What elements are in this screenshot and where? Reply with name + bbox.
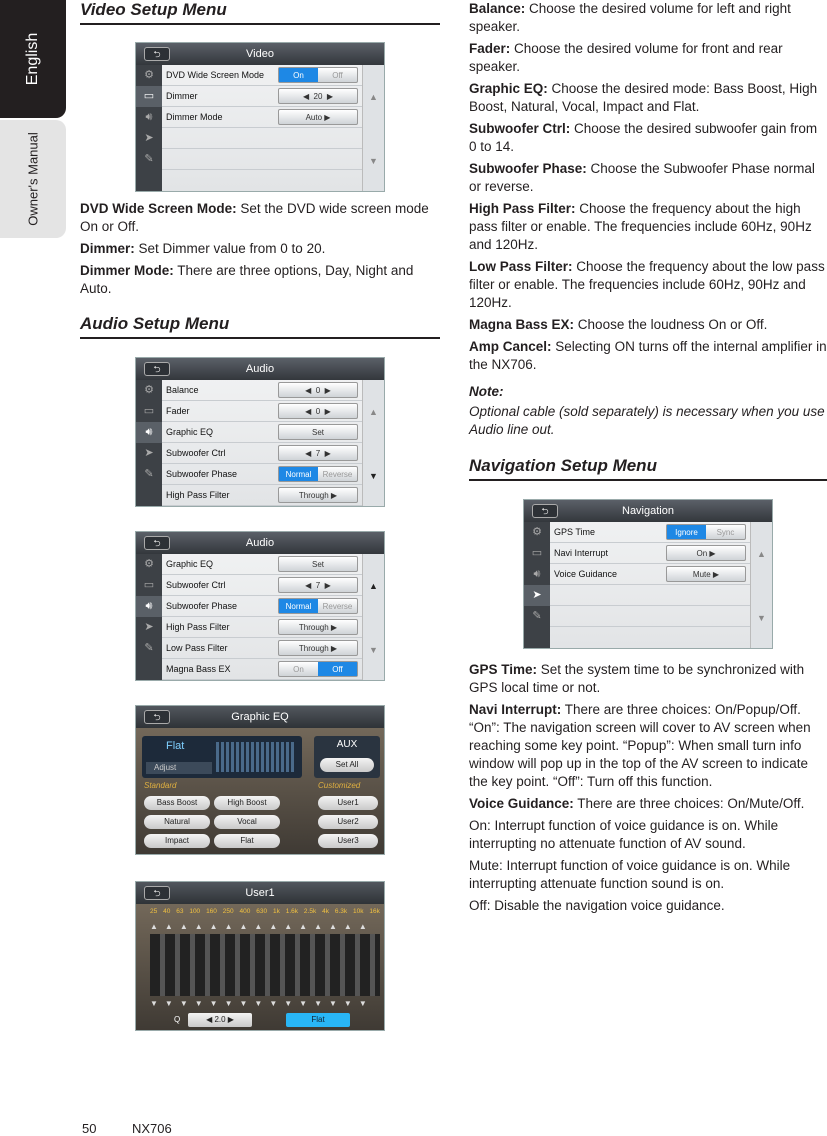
dimmer-mode-value: Auto xyxy=(305,112,323,122)
definition: Balance: Choose the desired volume for left and right speaker. xyxy=(469,1,791,34)
definition: Graphic EQ: Choose the desired mode: Bass Boost, High Boost, Natural, Vocal, Impact and Flat. xyxy=(469,81,818,114)
definition: Dimmer Mode: There are three options, Day, Night and Auto. xyxy=(80,263,414,296)
definition: Subwoofer Ctrl: Choose the desired subwoofer gain from 0 to 14. xyxy=(469,121,818,154)
speaker-icon: 🔊︎ xyxy=(145,111,153,123)
user-preset-button[interactable]: User1 xyxy=(318,796,378,810)
preset-button[interactable]: Flat xyxy=(214,834,280,848)
page-number: 50 xyxy=(82,1121,97,1136)
subwoofer-stepper[interactable]: ◀ 7 ▶ xyxy=(278,445,358,461)
video-icon: ▭ xyxy=(531,547,543,559)
settings-sidebar xyxy=(136,65,162,191)
subwoofer-stepper[interactable]: ◀ 7 ▶ xyxy=(278,577,358,593)
gear-icon: ⚙ xyxy=(144,69,154,81)
audio-screen-title: Audio xyxy=(245,363,275,375)
back-icon: ⮌ xyxy=(144,710,170,724)
audio-definitions xyxy=(469,0,827,374)
preset-button[interactable]: Vocal xyxy=(214,815,280,829)
paragraph: Mute: Interrupt function of voice guidance is on. While interrupting attenuate function sound is on. xyxy=(469,858,791,891)
right-column xyxy=(469,0,827,919)
scroll-up-icon[interactable]: ▲ xyxy=(369,92,378,102)
user1-screen-title: User1 xyxy=(245,887,275,899)
user-preset-button[interactable]: User2 xyxy=(318,815,378,829)
band-label: 1.6k xyxy=(285,908,299,915)
back-icon: ⮌ xyxy=(144,886,170,900)
navigation-icon: ➤ xyxy=(524,585,550,606)
navigation-icon: ➤ xyxy=(144,447,154,459)
band-label: 4k xyxy=(322,908,329,915)
dimmer-mode-select[interactable]: Auto ▶ xyxy=(278,109,358,125)
lpf-select[interactable]: Through ▶ xyxy=(278,640,358,656)
voice-guidance-select[interactable]: Mute ▶ xyxy=(666,566,746,582)
left-column xyxy=(80,0,440,1031)
user1-eq-screenshot xyxy=(135,881,385,1031)
language-tab-label: English xyxy=(24,32,41,86)
scroll-down-icon[interactable]: ▼ xyxy=(369,645,378,655)
navigation-icon: ➤ xyxy=(144,132,154,144)
eq-set-button[interactable]: Set xyxy=(278,424,358,440)
navigation-section-heading: Navigation Setup Menu xyxy=(469,456,827,481)
band-label: 100 xyxy=(189,908,201,915)
back-icon: ⮌ xyxy=(532,504,558,518)
note-text: Optional cable (sold separately) is necessary when you use Audio line out. xyxy=(469,404,825,437)
definition: Low Pass Filter: Choose the frequency about the low pass filter or enable. The frequencies include 60Hz, 90Hz and 120Hz. xyxy=(469,259,825,310)
video-screenshot xyxy=(135,42,385,192)
eq-preset-name: Flat xyxy=(166,740,185,752)
scroll-up-icon[interactable]: ▲ xyxy=(757,549,766,559)
audio-row-label: Subwoofer Phase xyxy=(166,601,238,611)
definition: Dimmer: Set Dimmer value from 0 to 20. xyxy=(80,241,326,256)
video-section-heading: Video Setup Menu xyxy=(80,0,440,25)
manual-tab-label: Owner's Manual xyxy=(25,132,41,226)
audio-row-label: Fader xyxy=(166,406,190,416)
back-icon: ⮌ xyxy=(144,362,170,376)
dimmer-value: 20 xyxy=(313,91,323,101)
dimmer-stepper[interactable]: ◀ 20 ▶ xyxy=(278,88,358,104)
on-toggle[interactable]: On xyxy=(293,664,304,674)
video-icon: ▭ xyxy=(143,405,155,417)
band-labels xyxy=(150,908,380,920)
definition: Amp Cancel: Selecting ON turns off the internal amplifier in the NX706. xyxy=(469,339,827,372)
preset-button[interactable]: High Boost xyxy=(214,796,280,810)
navigation-screenshot xyxy=(523,499,773,649)
band-sliders[interactable] xyxy=(150,934,380,996)
band-label: 25 xyxy=(150,908,158,915)
band-label: 1k xyxy=(273,908,280,915)
balance-stepper[interactable]: ◀ 0 ▶ xyxy=(278,382,358,398)
on-toggle[interactable]: On xyxy=(279,68,318,82)
audio-screen-title: Audio xyxy=(245,537,275,549)
eq-screen-title: Graphic EQ xyxy=(231,711,289,723)
speaker-icon: 🔊︎ xyxy=(533,568,541,580)
nav-screen-title: Navigation xyxy=(622,505,674,517)
gear-icon: ⚙ xyxy=(144,558,154,570)
scroll-down-icon[interactable]: ▼ xyxy=(757,613,766,623)
video-icon: ▭ xyxy=(143,579,155,591)
gear-icon: ⚙ xyxy=(144,384,154,396)
definition: Subwoofer Phase: Choose the Subwoofer Phase normal or reverse. xyxy=(469,161,815,194)
audio-row-label: High Pass Filter xyxy=(166,490,230,500)
nav-row-label: Navi Interrupt xyxy=(554,548,609,558)
audio-row-label: Balance xyxy=(166,385,199,395)
scrollbar[interactable] xyxy=(362,65,384,191)
audio-row-label: Graphic EQ xyxy=(166,427,214,437)
definition: Fader: Choose the desired volume for front and rear speaker. xyxy=(469,41,783,74)
definition: GPS Time: Set the system time to be synchronized with GPS local time or not. xyxy=(469,662,805,695)
paragraph: Off: Disable the navigation voice guidance. xyxy=(469,898,725,913)
wrench-icon: ✎ xyxy=(532,610,542,622)
band-label: 160 xyxy=(206,908,217,915)
eq-set-button[interactable]: Set xyxy=(278,556,358,572)
audio-row-label: Subwoofer Phase xyxy=(166,469,238,479)
standard-label: Standard xyxy=(144,781,177,790)
back-icon: ⮌ xyxy=(144,47,170,61)
nav-row-label: Voice Guidance xyxy=(554,569,618,579)
preset-button[interactable]: Natural xyxy=(144,815,210,829)
speaker-icon: 🔊︎ xyxy=(136,422,162,443)
audio-row-label: Graphic EQ xyxy=(166,559,214,569)
band-up-arrows[interactable]: ▲▲▲▲▲▲▲▲▲▲▲▲▲▲▲ xyxy=(150,922,374,931)
audio-row-label: Subwoofer Ctrl xyxy=(166,580,226,590)
scrollbar[interactable] xyxy=(362,554,384,680)
model-name: NX706 xyxy=(132,1121,172,1136)
manual-tab xyxy=(0,120,66,238)
scroll-down-icon[interactable]: ▼ xyxy=(369,156,378,166)
definition: DVD Wide Screen Mode: Set the DVD wide screen mode On or Off. xyxy=(80,201,429,234)
hpf-select[interactable]: Through ▶ xyxy=(278,487,358,503)
band-label: 6.3k xyxy=(334,908,348,915)
sync-toggle[interactable]: Sync xyxy=(716,527,735,537)
ignore-toggle[interactable]: Ignore xyxy=(667,525,706,539)
navigation-icon: ➤ xyxy=(144,621,154,633)
audio-row-label: High Pass Filter xyxy=(166,622,230,632)
graphic-eq-screenshot xyxy=(135,705,385,855)
preset-button[interactable]: Bass Boost xyxy=(144,796,210,810)
video-row-label: Dimmer xyxy=(166,91,198,101)
scroll-up-icon[interactable]: ▲ xyxy=(369,581,378,591)
definition: Navi Interrupt: There are three choices: On/Popup/Off. “On”: The navigation screen will cover to AV screen when reaching some key point. “Popup”: When small turn info window will pop up in the top of the AV screen to indicate the key point. “Off”: Turn off this function. xyxy=(469,702,811,789)
audio-row-label: Subwoofer Ctrl xyxy=(166,448,226,458)
preset-button[interactable]: Impact xyxy=(144,834,210,848)
definition: High Pass Filter: Choose the frequency about the high pass filter or enable. The frequencies include 60Hz, 90Hz and 120Hz. xyxy=(469,201,812,252)
scroll-up-icon[interactable]: ▲ xyxy=(369,407,378,417)
navi-interrupt-select[interactable]: On ▶ xyxy=(666,545,746,561)
off-toggle[interactable]: Off xyxy=(318,662,357,676)
band-down-arrows[interactable]: ▼▼▼▼▼▼▼▼▼▼▼▼▼▼▼ xyxy=(150,999,374,1008)
wrench-icon: ✎ xyxy=(144,468,154,480)
wrench-icon: ✎ xyxy=(144,642,154,654)
customized-label: Customized xyxy=(318,781,361,790)
scroll-down-icon[interactable]: ▼ xyxy=(369,471,378,481)
definition: Voice Guidance: There are three choices: On/Mute/Off. xyxy=(469,796,805,811)
back-icon: ⮌ xyxy=(144,536,170,550)
band-label: 630 xyxy=(256,908,268,915)
scrollbar[interactable] xyxy=(362,380,384,506)
eq-bars-graphic xyxy=(216,742,296,772)
adjust-button[interactable]: Adjust xyxy=(146,762,212,774)
video-row-label: DVD Wide Screen Mode xyxy=(166,70,265,80)
reverse-toggle[interactable]: Reverse xyxy=(322,601,353,611)
video-screen-title: Video xyxy=(246,48,274,60)
audio-section-heading: Audio Setup Menu xyxy=(80,314,440,339)
fader-stepper[interactable]: ◀ 0 ▶ xyxy=(278,403,358,419)
user-preset-button[interactable]: User3 xyxy=(318,834,378,848)
scrollbar[interactable] xyxy=(750,522,772,648)
band-label: 63 xyxy=(176,908,184,915)
source-label: AUX xyxy=(336,739,358,750)
band-label: 40 xyxy=(163,908,171,915)
gear-icon: ⚙ xyxy=(532,526,542,538)
nav-row-label: GPS Time xyxy=(554,527,596,537)
q-label: Q xyxy=(174,1015,181,1024)
hpf-select[interactable]: Through ▶ xyxy=(278,619,358,635)
q-stepper[interactable]: ◀ 2.0 ▶ xyxy=(188,1013,252,1027)
definition: Magna Bass EX: Choose the loudness On or Off. xyxy=(469,317,768,332)
band-label: 250 xyxy=(222,908,234,915)
language-tab xyxy=(0,0,66,118)
video-row-label: Dimmer Mode xyxy=(166,112,223,122)
band-label: 400 xyxy=(239,908,251,915)
set-all-button[interactable]: Set All xyxy=(320,758,374,772)
normal-toggle[interactable]: Normal xyxy=(279,599,318,613)
wrench-icon: ✎ xyxy=(144,153,154,165)
note-heading: Note: xyxy=(469,384,504,399)
flat-button[interactable]: Flat xyxy=(286,1013,350,1027)
audio-row-label: Magna Bass EX xyxy=(166,664,231,674)
paragraph: On: Interrupt function of voice guidance is on. While interrupting no attenuate function of AV sound. xyxy=(469,818,779,851)
band-label: 2.5k xyxy=(303,908,317,915)
speaker-icon: 🔊︎ xyxy=(136,596,162,617)
audio-screenshot-2 xyxy=(135,531,385,681)
off-toggle[interactable]: Off xyxy=(332,70,343,80)
audio-row-label: Low Pass Filter xyxy=(166,643,228,653)
band-label: 10k xyxy=(353,908,364,915)
normal-toggle[interactable]: Normal xyxy=(279,467,318,481)
reverse-toggle[interactable]: Reverse xyxy=(322,469,353,479)
video-icon: ▭ xyxy=(136,86,162,107)
band-label: 16k xyxy=(369,908,380,915)
audio-screenshot-1 xyxy=(135,357,385,507)
